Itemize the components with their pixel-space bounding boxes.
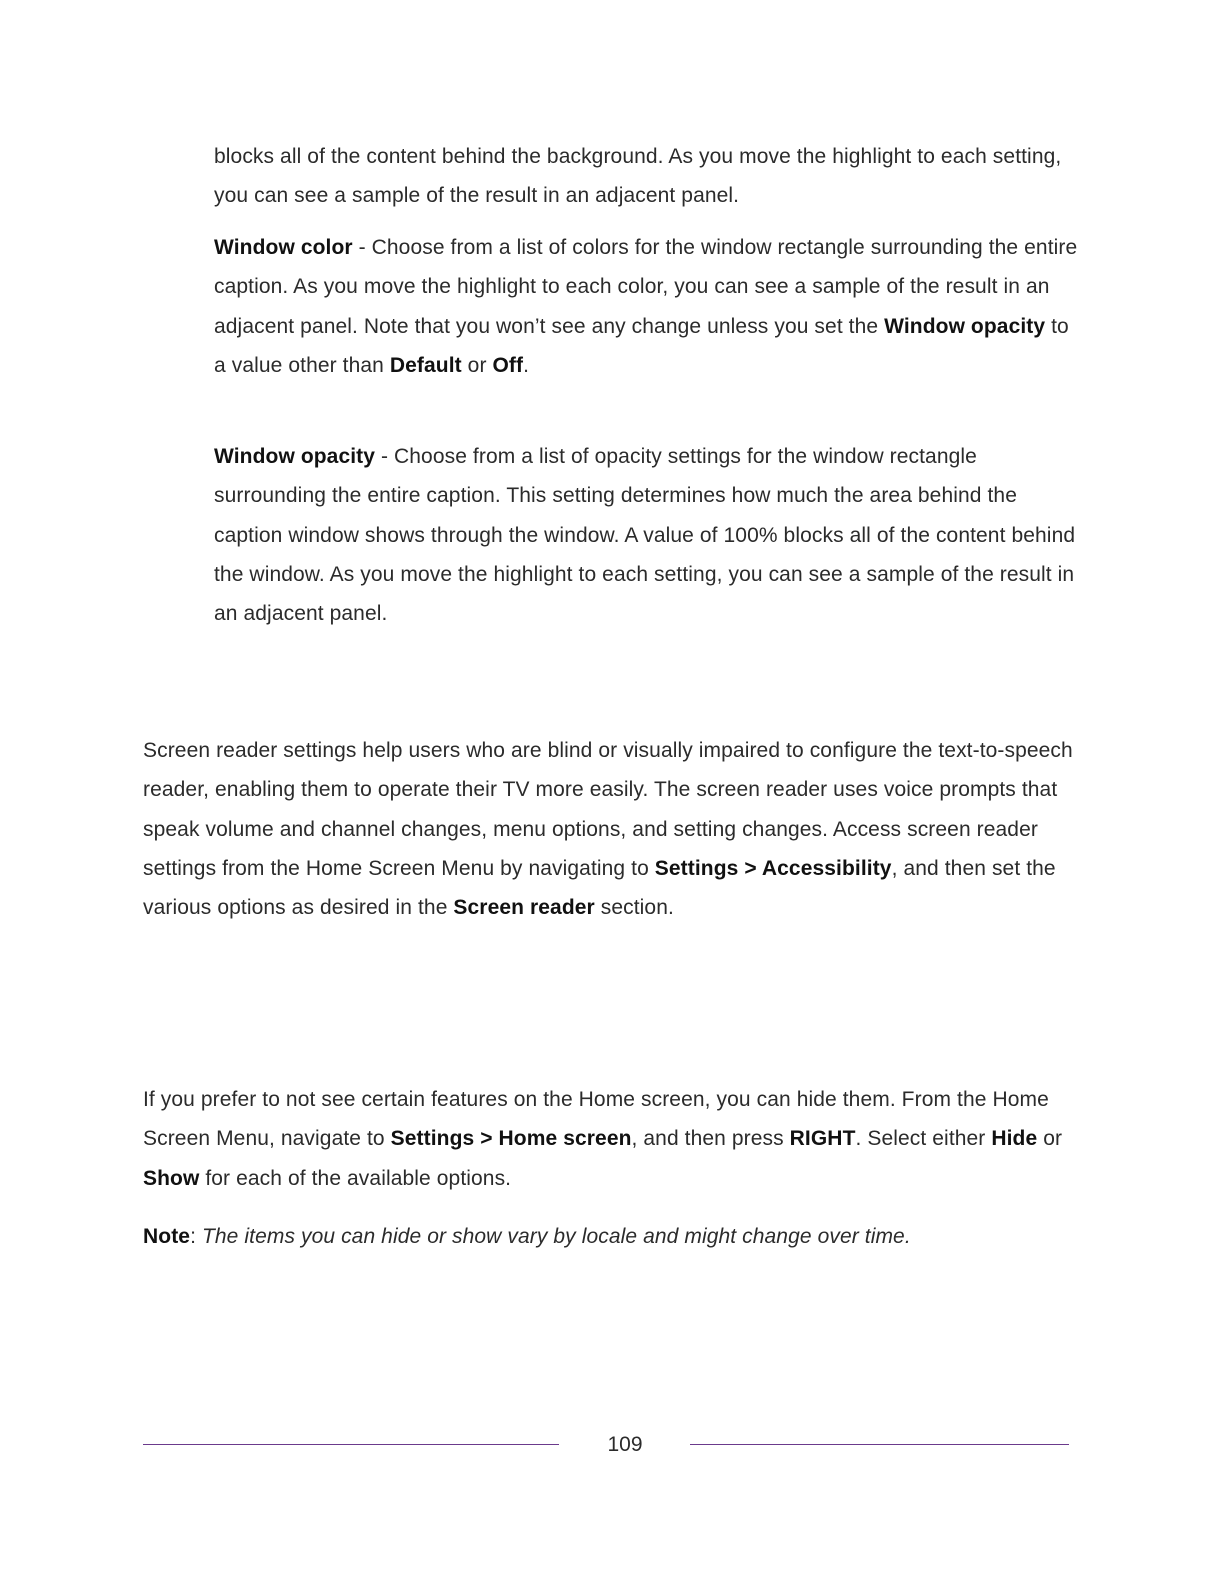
footer-rule-left (143, 1444, 559, 1445)
window-opacity-reference: Window opacity (884, 314, 1046, 338)
home-screen-text-2: , and then press (631, 1127, 790, 1151)
footer-rule-right (690, 1444, 1069, 1445)
window-color-paragraph (214, 228, 1084, 385)
right-key-label: RIGHT (789, 1127, 856, 1151)
window-color-term: Window color (214, 236, 353, 259)
note-label: Note (143, 1225, 191, 1248)
home-screen-settings-path: Settings > Home screen (390, 1127, 632, 1151)
home-screen-text-4: or (1037, 1127, 1063, 1151)
background-opacity-continued-text: blocks all of the content behind the background. As you move the highlight to each setting, you can see a sample of the result in an adjacent panel. (214, 145, 1062, 208)
screen-reader-paragraph (143, 731, 1088, 927)
hide-option-label: Hide (991, 1127, 1038, 1151)
accessibility-settings-path: Settings > Accessibility (654, 856, 892, 880)
home-screen-text-5: for each of the available options. (199, 1166, 512, 1190)
window-color-text-2: to a value other than (214, 314, 1069, 377)
home-screen-paragraph (143, 1080, 1088, 1198)
default-reference: Default (389, 353, 462, 377)
window-color-text-4: . (523, 353, 530, 377)
screen-reader-section-name: Screen reader (453, 896, 595, 920)
window-color-text-1: Choose from a list of colors for the window rectangle surrounding the entire caption. As you move the highlight to each color, you can see a sample of the result in an adjacent panel. Note that you won’t see any change unless you set the (214, 236, 1078, 338)
screen-reader-text-3: section. (594, 896, 674, 920)
window-color-text-3: or (461, 353, 493, 377)
home-screen-text-1: If you prefer to not see certain features on the Home screen, you can hide them. From the Home Screen Menu, navigate to (143, 1088, 1049, 1151)
window-opacity-paragraph (214, 437, 1084, 633)
window-opacity-text: Choose from a list of opacity settings for the window rectangle surrounding the entire caption. This setting determines how much the area behind the caption window shows through the window. A value of 100% blocks all of the content behind the window. As you move the highlight to each setting, you can see a sample of the result in an adjacent panel. (214, 445, 1076, 626)
screen-reader-text-2: , and then set the various options as desired in the (143, 856, 1056, 920)
note-text: The items you can hide or show vary by locale and might change over time. (201, 1225, 911, 1248)
home-screen-text-3: . Select either (855, 1127, 992, 1151)
background-opacity-continued-paragraph (214, 137, 1084, 216)
window-opacity-separator: - (375, 445, 395, 468)
window-opacity-term: Window opacity (214, 445, 376, 468)
note-paragraph (143, 1217, 1088, 1256)
window-color-separator: - (352, 236, 372, 259)
screen-reader-text-1: Screen reader settings help users who are blind or visually impaired to configure the text-to-speech reader, enabling them to operate their TV more easily. The screen reader uses voice prompts that speak volume and channel changes, menu options, and setting changes. Access screen reader settings from the Home Screen Menu by navigating to (143, 739, 1073, 880)
show-option-label: Show (143, 1166, 200, 1190)
off-reference: Off (492, 353, 524, 377)
note-separator: : (190, 1225, 202, 1248)
page-number: 109 (607, 1433, 643, 1456)
